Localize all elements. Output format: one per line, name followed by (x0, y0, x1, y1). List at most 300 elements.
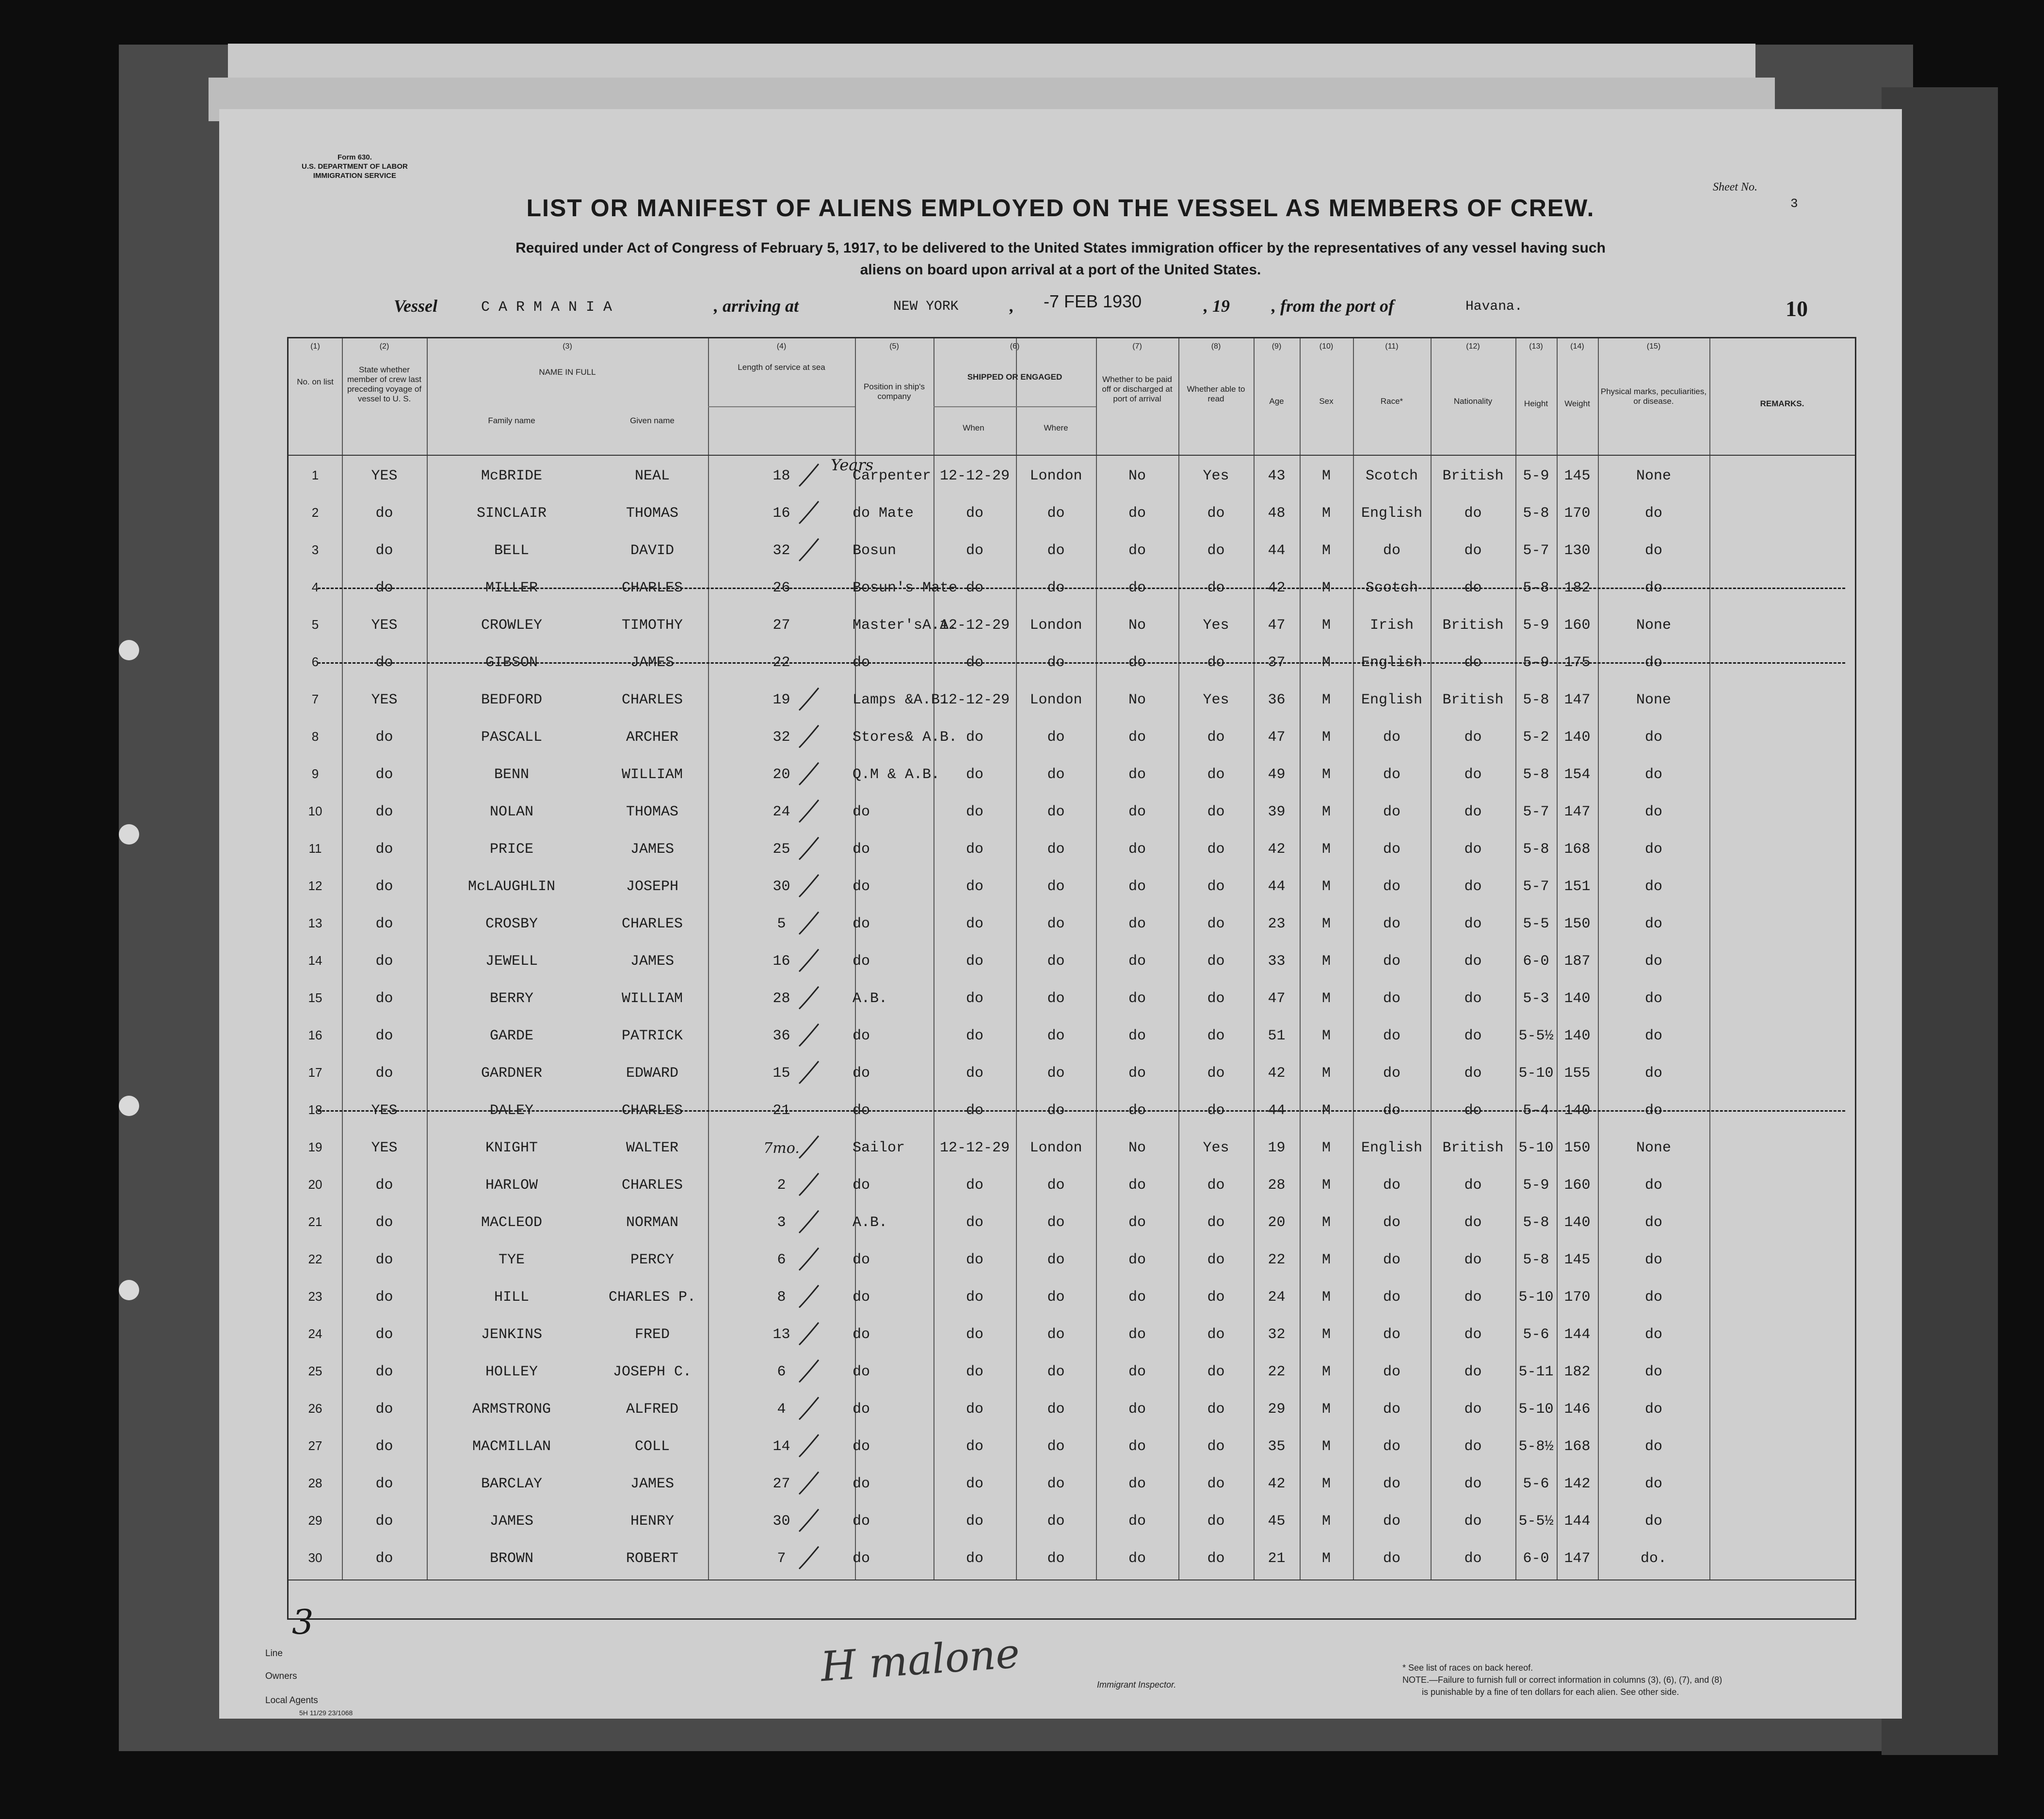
row-position: do (853, 953, 870, 970)
row-no: 10 (308, 804, 322, 818)
row-sex: M (1321, 804, 1331, 820)
row-no: 3 (311, 543, 319, 557)
row-sex: M (1321, 1177, 1331, 1194)
row-when: 12-12-29 (939, 468, 1010, 484)
row-nationality: do (1464, 1326, 1482, 1343)
inspector-label: Immigrant Inspector. (1097, 1680, 1176, 1690)
row-nationality: do (1464, 654, 1482, 671)
row-nationality: do (1464, 878, 1482, 895)
row-race: do (1383, 878, 1400, 895)
row-weight: 187 (1564, 953, 1591, 970)
row-prev-voyage: do (375, 1177, 393, 1194)
row-sex: M (1321, 1550, 1331, 1567)
from-label: , from the port of (1271, 296, 1395, 316)
subtitle-1: Required under Act of Congress of February 5, 1917, to be delivered to the United States immigration officer by the representatives of any vessel having such (515, 240, 1606, 256)
row-family-name: PRICE (489, 841, 533, 858)
row-weight: 142 (1564, 1476, 1591, 1492)
col-header-race: Race* (1380, 397, 1403, 406)
row-weight: 140 (1564, 1028, 1591, 1044)
row-read: do (1207, 1550, 1225, 1567)
form-number: Form 630. (338, 153, 372, 161)
row-service: 18 (773, 468, 790, 484)
row-family-name: NOLAN (489, 804, 533, 820)
col-num-7: (7) (1132, 342, 1142, 351)
row-nationality: do (1464, 1252, 1482, 1268)
row-race: do (1383, 1476, 1400, 1492)
row-no: 21 (308, 1214, 322, 1229)
row-given-name: EDWARD (626, 1065, 679, 1082)
row-height: 5-10 (1518, 1140, 1554, 1156)
separator-comma: , (1010, 296, 1014, 316)
row-when: do (966, 505, 983, 522)
form-header (302, 153, 408, 180)
row-given-name: PERCY (630, 1252, 674, 1268)
row-age: 33 (1268, 953, 1286, 970)
inspector-signature: H malone (819, 1629, 1021, 1691)
row-age: 44 (1268, 1102, 1286, 1119)
row-family-name: JENKINS (481, 1326, 543, 1343)
row-read: do (1207, 729, 1225, 746)
col-header-when: When (963, 423, 984, 432)
row-where: London (1030, 468, 1082, 484)
table-row (289, 569, 1855, 606)
row-when: do (966, 1028, 983, 1044)
row-when: do (966, 1476, 983, 1492)
row-paid-off: do (1128, 953, 1146, 970)
row-sex: M (1321, 1476, 1331, 1492)
row-when: do (966, 916, 983, 932)
row-service: 5 (777, 916, 786, 932)
row-paid-off: do (1128, 766, 1146, 783)
row-marks: do (1644, 766, 1662, 783)
row-sex: M (1321, 953, 1331, 970)
check-mark-icon (795, 1357, 822, 1386)
row-read: do (1207, 1476, 1225, 1492)
row-family-name: DALEY (489, 1102, 533, 1119)
row-when: do (966, 841, 983, 858)
page-mark: 10 (1786, 296, 1808, 321)
row-height: 5-9 (1523, 654, 1549, 671)
row-family-name: GIBSON (485, 654, 538, 671)
col-num-11: (11) (1385, 342, 1399, 351)
row-given-name: CHARLES (621, 692, 683, 708)
row-when: do (966, 1289, 983, 1306)
row-prev-voyage: do (375, 1364, 393, 1380)
row-when: 12-12-29 (939, 692, 1010, 708)
row-when: do (966, 1326, 983, 1343)
row-age: 51 (1268, 1028, 1286, 1044)
row-age: 49 (1268, 766, 1286, 783)
row-paid-off: do (1128, 1252, 1146, 1268)
row-no: 17 (308, 1065, 322, 1080)
row-position: do (853, 1177, 870, 1194)
row-paid-off: do (1128, 1102, 1146, 1119)
row-service: 27 (773, 1476, 790, 1492)
row-prev-voyage: YES (371, 1140, 398, 1156)
row-paid-off: do (1128, 804, 1146, 820)
row-race: do (1383, 953, 1400, 970)
row-where: do (1047, 804, 1065, 820)
col-num-10: (10) (1319, 342, 1334, 351)
row-weight: 140 (1564, 729, 1591, 746)
row-race: do (1383, 990, 1400, 1007)
row-read: do (1207, 1513, 1225, 1530)
row-marks: do (1644, 580, 1662, 596)
row-race: do (1383, 916, 1400, 932)
row-weight: 182 (1564, 580, 1591, 596)
row-sex: M (1321, 1513, 1331, 1530)
row-race: do (1383, 1401, 1400, 1418)
row-sex: M (1321, 990, 1331, 1007)
table-row (289, 681, 1855, 718)
row-height: 5-8 (1523, 841, 1549, 858)
row-weight: 160 (1564, 1177, 1591, 1194)
row-service: 15 (773, 1065, 790, 1082)
table-row (289, 1241, 1855, 1278)
row-given-name: CHARLES (621, 580, 683, 596)
row-prev-voyage: do (375, 1252, 393, 1268)
stacked-sheet (228, 44, 1755, 82)
row-prev-voyage: do (375, 1214, 393, 1231)
row-marks: do (1644, 804, 1662, 820)
row-age: 36 (1268, 692, 1286, 708)
row-height: 5-9 (1523, 468, 1549, 484)
row-nationality: British (1442, 468, 1504, 484)
row-height: 6-0 (1523, 953, 1549, 970)
row-given-name: JOSEPH (626, 878, 679, 895)
row-marks: do (1644, 654, 1662, 671)
row-no: 22 (308, 1252, 322, 1266)
row-weight: 140 (1564, 1102, 1591, 1119)
row-marks: do (1644, 1364, 1662, 1380)
row-read: do (1207, 1102, 1225, 1119)
row-weight: 146 (1564, 1401, 1591, 1418)
row-read: do (1207, 1252, 1225, 1268)
row-given-name: JAMES (630, 654, 674, 671)
row-position: Sailor (853, 1140, 905, 1156)
arriving-label: , arriving at (714, 296, 799, 316)
row-service: 28 (773, 990, 790, 1007)
row-read: do (1207, 1028, 1225, 1044)
row-paid-off: do (1128, 1476, 1146, 1492)
row-sex: M (1321, 468, 1331, 484)
check-mark-icon (795, 1245, 822, 1274)
row-position: Q.M & A.B. (853, 766, 940, 783)
row-race: do (1383, 1326, 1400, 1343)
col-header-marks: Physical marks, peculiarities, or disease. (1600, 387, 1707, 406)
row-paid-off: do (1128, 1550, 1146, 1567)
table-row (289, 1390, 1855, 1427)
binder-hole (119, 640, 139, 660)
row-height: 5-8 (1523, 505, 1549, 522)
row-paid-off: do (1128, 1289, 1146, 1306)
row-no: 25 (308, 1364, 322, 1378)
row-read: Yes (1203, 468, 1229, 484)
row-when: do (966, 1102, 983, 1119)
row-given-name: COLL (634, 1438, 670, 1455)
row-race: do (1383, 1364, 1400, 1380)
row-when: 12-12-29 (939, 1140, 1010, 1156)
row-marks: do (1644, 505, 1662, 522)
row-when: do (966, 953, 983, 970)
row-where: do (1047, 1252, 1065, 1268)
row-marks: do. (1640, 1550, 1667, 1567)
row-age: 47 (1268, 617, 1286, 634)
row-where: do (1047, 1102, 1065, 1119)
row-height: 5-5½ (1518, 1513, 1554, 1530)
row-no: 13 (308, 916, 322, 930)
row-marks: None (1636, 692, 1671, 708)
row-nationality: do (1464, 1289, 1482, 1306)
row-read: do (1207, 1065, 1225, 1082)
row-family-name: SINCLAIR (476, 505, 547, 522)
row-nationality: British (1442, 692, 1504, 708)
sheet-number: 3 (1790, 196, 1798, 211)
races-note: * See list of races on back hereof. (1402, 1663, 1533, 1673)
row-where: do (1047, 953, 1065, 970)
row-when: do (966, 1252, 983, 1268)
row-family-name: KNIGHT (485, 1140, 538, 1156)
row-paid-off: do (1128, 841, 1146, 858)
row-family-name: McBRIDE (481, 468, 543, 484)
row-nationality: do (1464, 729, 1482, 746)
row-age: 42 (1268, 1476, 1286, 1492)
row-age: 29 (1268, 1401, 1286, 1418)
row-weight: 168 (1564, 841, 1591, 858)
row-height: 5-8 (1523, 1214, 1549, 1231)
row-given-name: THOMAS (626, 505, 679, 522)
row-height: 5-8 (1523, 580, 1549, 596)
row-age: 45 (1268, 1513, 1286, 1530)
row-prev-voyage: do (375, 916, 393, 932)
row-weight: 147 (1564, 1550, 1591, 1567)
row-position: do (853, 841, 870, 858)
row-where: do (1047, 1289, 1065, 1306)
row-prev-voyage: do (375, 766, 393, 783)
row-read: do (1207, 1214, 1225, 1231)
row-prev-voyage: YES (371, 1102, 398, 1119)
row-marks: None (1636, 617, 1671, 634)
table-row (289, 606, 1855, 643)
col-header-remarks: REMARKS. (1760, 399, 1804, 408)
row-position: do (853, 916, 870, 932)
row-sex: M (1321, 692, 1331, 708)
table-row (289, 1166, 1855, 1203)
row-where: do (1047, 1550, 1065, 1567)
row-no: 7 (311, 692, 319, 706)
row-race: Irish (1369, 617, 1414, 634)
row-paid-off: do (1128, 1028, 1146, 1044)
row-when: do (966, 804, 983, 820)
check-mark-icon (795, 1282, 822, 1311)
row-where: do (1047, 1326, 1065, 1343)
row-sex: M (1321, 1401, 1331, 1418)
row-given-name: NEAL (634, 468, 670, 484)
row-paid-off: do (1128, 1326, 1146, 1343)
from-port: Havana. (1465, 299, 1523, 314)
row-where: do (1047, 878, 1065, 895)
row-race: do (1383, 1028, 1400, 1044)
row-race: Scotch (1365, 580, 1418, 596)
row-paid-off: do (1128, 505, 1146, 522)
table-row (289, 1204, 1855, 1241)
row-prev-voyage: do (375, 1028, 393, 1044)
row-height: 5-6 (1523, 1326, 1549, 1343)
col-header-family: Family name (488, 416, 535, 425)
row-race: English (1361, 505, 1423, 522)
row-race: English (1361, 692, 1423, 708)
col-header-given: Given name (630, 416, 675, 425)
row-weight: 160 (1564, 617, 1591, 634)
row-given-name: ARCHER (626, 729, 679, 746)
row-prev-voyage: do (375, 1550, 393, 1567)
row-where: do (1047, 1214, 1065, 1231)
row-prev-voyage: do (375, 1289, 393, 1306)
row-sex: M (1321, 729, 1331, 746)
check-mark-icon (795, 461, 822, 490)
row-weight: 144 (1564, 1513, 1591, 1530)
table-row (289, 1353, 1855, 1390)
table-row (289, 495, 1855, 531)
row-position: do Mate (853, 505, 914, 522)
row-prev-voyage: do (375, 841, 393, 858)
row-height: 5-7 (1523, 804, 1549, 820)
table-row (289, 1278, 1855, 1315)
row-service: 16 (773, 953, 790, 970)
row-service: 3 (777, 1214, 786, 1231)
row-nationality: do (1464, 1513, 1482, 1530)
row-race: do (1383, 1513, 1400, 1530)
row-height: 5-8 (1523, 692, 1549, 708)
row-weight: 175 (1564, 654, 1591, 671)
row-weight: 144 (1564, 1326, 1591, 1343)
owners-label: Owners (265, 1671, 297, 1681)
row-nationality: do (1464, 1476, 1482, 1492)
row-marks: do (1644, 1252, 1662, 1268)
row-where: do (1047, 1364, 1065, 1380)
row-nationality: do (1464, 580, 1482, 596)
row-prev-voyage: do (375, 729, 393, 746)
table-row (289, 1092, 1855, 1129)
row-marks: do (1644, 1401, 1662, 1418)
row-marks: None (1636, 468, 1671, 484)
check-mark-icon (795, 946, 822, 975)
row-prev-voyage: do (375, 878, 393, 895)
row-nationality: do (1464, 1401, 1482, 1418)
row-given-name: WALTER (626, 1140, 679, 1156)
row-sex: M (1321, 841, 1331, 858)
row-race: do (1383, 1065, 1400, 1082)
row-age: 20 (1268, 1214, 1286, 1231)
col-num-2: (2) (379, 342, 389, 351)
row-family-name: McLAUGHLIN (467, 878, 556, 895)
row-position: do (853, 1028, 870, 1044)
row-race: do (1383, 1550, 1400, 1567)
row-position: Lamps &A.B. (853, 692, 949, 708)
page-title: LIST OR MANIFEST OF ALIENS EMPLOYED ON THE VESSEL AS MEMBERS OF CREW. (526, 194, 1595, 222)
row-read: do (1207, 1289, 1225, 1306)
row-marks: do (1644, 916, 1662, 932)
table-row (289, 718, 1855, 755)
row-service: 32 (773, 543, 790, 559)
row-where: do (1047, 505, 1065, 522)
row-age: 28 (1268, 1177, 1286, 1194)
row-nationality: do (1464, 505, 1482, 522)
row-when: do (966, 1513, 983, 1530)
table-row (289, 793, 1855, 830)
date-stamp: -7 FEB 1930 (1044, 291, 1142, 311)
row-where: do (1047, 990, 1065, 1007)
row-paid-off: do (1128, 1401, 1146, 1418)
row-family-name: HOLLEY (485, 1364, 538, 1380)
row-family-name: GARDNER (481, 1065, 543, 1082)
row-when: do (966, 729, 983, 746)
row-position: do (853, 1252, 870, 1268)
row-nationality: do (1464, 543, 1482, 559)
row-family-name: CROSBY (485, 916, 538, 932)
check-mark-icon (795, 760, 822, 789)
row-given-name: FRED (634, 1326, 670, 1343)
row-read: do (1207, 1177, 1225, 1194)
row-where: do (1047, 766, 1065, 783)
row-race: do (1383, 1102, 1400, 1119)
row-race: do (1383, 841, 1400, 858)
row-service: 13 (773, 1326, 790, 1343)
row-paid-off: do (1128, 1364, 1146, 1380)
row-when: do (966, 1214, 983, 1231)
row-no: 30 (308, 1550, 322, 1565)
row-no: 19 (308, 1140, 322, 1154)
row-weight: 155 (1564, 1065, 1591, 1082)
binder-hole (119, 824, 139, 845)
row-position: do (853, 1065, 870, 1082)
row-where: do (1047, 1028, 1065, 1044)
check-mark-icon (795, 1133, 822, 1162)
row-sex: M (1321, 1214, 1331, 1231)
row-family-name: BARCLAY (481, 1476, 543, 1492)
row-nationality: do (1464, 1364, 1482, 1380)
row-race: Scotch (1365, 468, 1418, 484)
row-service: 6 (777, 1364, 786, 1380)
row-race: do (1383, 804, 1400, 820)
row-paid-off: No (1128, 692, 1146, 708)
col-header-shipped: SHIPPED OR ENGAGED (967, 372, 1062, 382)
table-row (289, 1129, 1855, 1166)
row-family-name: HILL (494, 1289, 529, 1306)
row-marks: do (1644, 543, 1662, 559)
row-sex: M (1321, 1289, 1331, 1306)
row-given-name: HENRY (630, 1513, 674, 1530)
row-age: 24 (1268, 1289, 1286, 1306)
check-mark-icon (795, 1432, 822, 1461)
check-mark-icon (795, 984, 822, 1013)
row-age: 47 (1268, 729, 1286, 746)
table-row (289, 756, 1855, 793)
row-height: 5-4 (1523, 1102, 1549, 1119)
row-position: do (853, 1438, 870, 1455)
years-label: Years (831, 456, 874, 474)
row-given-name: DAVID (630, 543, 674, 559)
row-no: 26 (308, 1401, 322, 1416)
row-sex: M (1321, 580, 1331, 596)
row-service: 24 (773, 804, 790, 820)
row-service: 4 (777, 1401, 786, 1418)
row-service: 30 (773, 1513, 790, 1530)
row-age: 32 (1268, 1326, 1286, 1343)
row-service: 19 (773, 692, 790, 708)
department: U.S. DEPARTMENT OF LABOR (302, 162, 408, 171)
row-height: 5-3 (1523, 990, 1549, 1007)
